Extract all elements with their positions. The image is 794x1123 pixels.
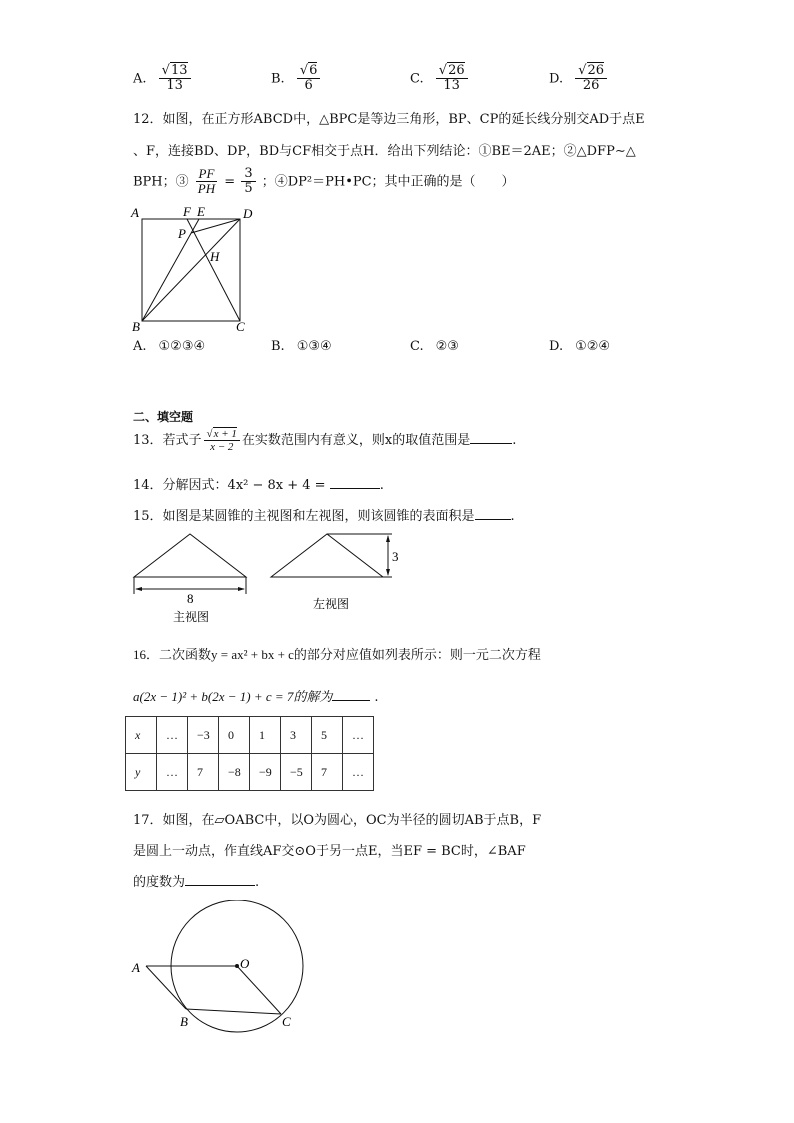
table-cell: 5 <box>312 717 343 754</box>
q12-line3: BPH；③ $\frac{PF}{PH}$ = $\frac{3}{5}$ ；④DP²＝PH•PC；其中正确的是（ ） <box>133 166 515 197</box>
segment-oc <box>237 966 281 1014</box>
q14-answer-blank[interactable] <box>330 488 380 489</box>
table-cell: x <box>126 717 157 754</box>
q14-text: 14．分解因式：4x² − 8x + 4 = . <box>133 478 384 493</box>
q12-line1: 12．如图，在正方形ABCD中，△BPC是等边三角形，BP、CP的延长线分别交AD于点E <box>133 112 645 127</box>
q13-answer-blank[interactable] <box>470 443 512 444</box>
section-title-fill-in: 二、填空题 <box>133 410 194 424</box>
label-b: B <box>132 319 140 334</box>
side-dim-arrow-bottom <box>386 569 390 576</box>
table-cell: … <box>157 717 188 754</box>
front-dim-arrow-left <box>135 587 142 591</box>
table-cell: −9 <box>250 754 281 791</box>
label-h: H <box>210 249 220 264</box>
table-cell: 7 <box>312 754 343 791</box>
q16-value-table <box>125 716 374 791</box>
side-dim-arrow-top <box>386 535 390 542</box>
q15-text: 15．如图是某圆锥的主视图和左视图，则该圆锥的表面积是 . <box>133 509 515 524</box>
segment-cf <box>187 219 240 321</box>
q12-option-c: C. ②③ <box>410 339 459 354</box>
label-c: C <box>282 1014 291 1029</box>
segment-ab <box>146 966 186 1009</box>
q12-option-d: D. ①②④ <box>549 339 611 354</box>
front-view-triangle <box>134 534 246 577</box>
q11-option-b: B. $\frac{√6}{6}$ <box>271 64 322 94</box>
q17-circle-figure <box>128 900 313 1035</box>
q12-square-figure <box>128 205 263 335</box>
table-cell: −5 <box>281 754 312 791</box>
table-cell: 3 <box>281 717 312 754</box>
q11-option-c: C. $\frac{√26}{13}$ <box>410 64 470 94</box>
side-view-triangle <box>271 534 383 577</box>
q17-line2: 是圆上一动点，作直线AF交⊙O于另一点E，当EF = BC时，∠BAF <box>133 844 526 859</box>
label-a: A <box>132 960 140 975</box>
q15-answer-blank[interactable] <box>475 519 511 520</box>
label-d: D <box>243 206 253 221</box>
table-cell: 0 <box>219 717 250 754</box>
q16-line1: 16．二次函数y = ax² + bx + c的部分对应值如列表所示：则一元二次方程 <box>133 647 541 662</box>
label-f: F <box>183 205 191 219</box>
table-cell: 7 <box>188 754 219 791</box>
label-c: C <box>236 319 245 334</box>
front-dim-arrow-right <box>238 587 245 591</box>
table-cell: y <box>126 754 157 791</box>
segment-bc <box>186 1009 281 1014</box>
q11-option-d: D. $\frac{√26}{26}$ <box>549 64 609 94</box>
table-cell: −3 <box>188 717 219 754</box>
q11-option-a: A. $\frac{√13}{13}$ <box>133 64 193 94</box>
front-dim-label: 8 <box>187 591 194 606</box>
q12-option-a: A. ①②③④ <box>133 339 206 354</box>
q12-option-b: B. ①③④ <box>271 339 332 354</box>
label-b: B <box>180 1014 188 1029</box>
q17-line1: 17．如图，在▱OABC中，以O为圆心，OC为半径的圆切AB于点B，F <box>133 813 542 828</box>
side-dim-label: 3 <box>392 549 399 564</box>
table-cell: … <box>343 754 374 791</box>
label-o: O <box>240 956 250 971</box>
front-view-label: 主视图 <box>173 610 210 624</box>
table-row-y <box>126 754 374 791</box>
label-a: A <box>131 205 139 220</box>
q17-line3: 的度数为 . <box>133 875 260 890</box>
table-cell: −8 <box>219 754 250 791</box>
table-cell: … <box>157 754 188 791</box>
label-p: P <box>178 226 186 241</box>
label-e: E <box>197 205 205 219</box>
q12-line2: 、F，连接BD、DP，BD与CF相交于点H．给出下列结论：①BE＝2AE；②△DFP∼△ <box>133 144 636 159</box>
q16-answer-blank[interactable] <box>332 700 370 701</box>
table-cell: 1 <box>250 717 281 754</box>
q17-answer-blank[interactable] <box>185 885 255 886</box>
q16-line2: a(2x − 1)² + b(2x − 1) + c = 7的解为 . <box>133 689 379 705</box>
table-cell: … <box>343 717 374 754</box>
q15-cone-views <box>128 528 418 628</box>
q13-text: 13．若式子 $\frac{√x + 1}{x - 2}$ 在实数范围内有意义，则x的取值范围是 . <box>133 428 517 454</box>
side-view-label: 左视图 <box>313 597 350 611</box>
center-point-o <box>235 964 239 968</box>
table-row-x <box>126 717 374 754</box>
